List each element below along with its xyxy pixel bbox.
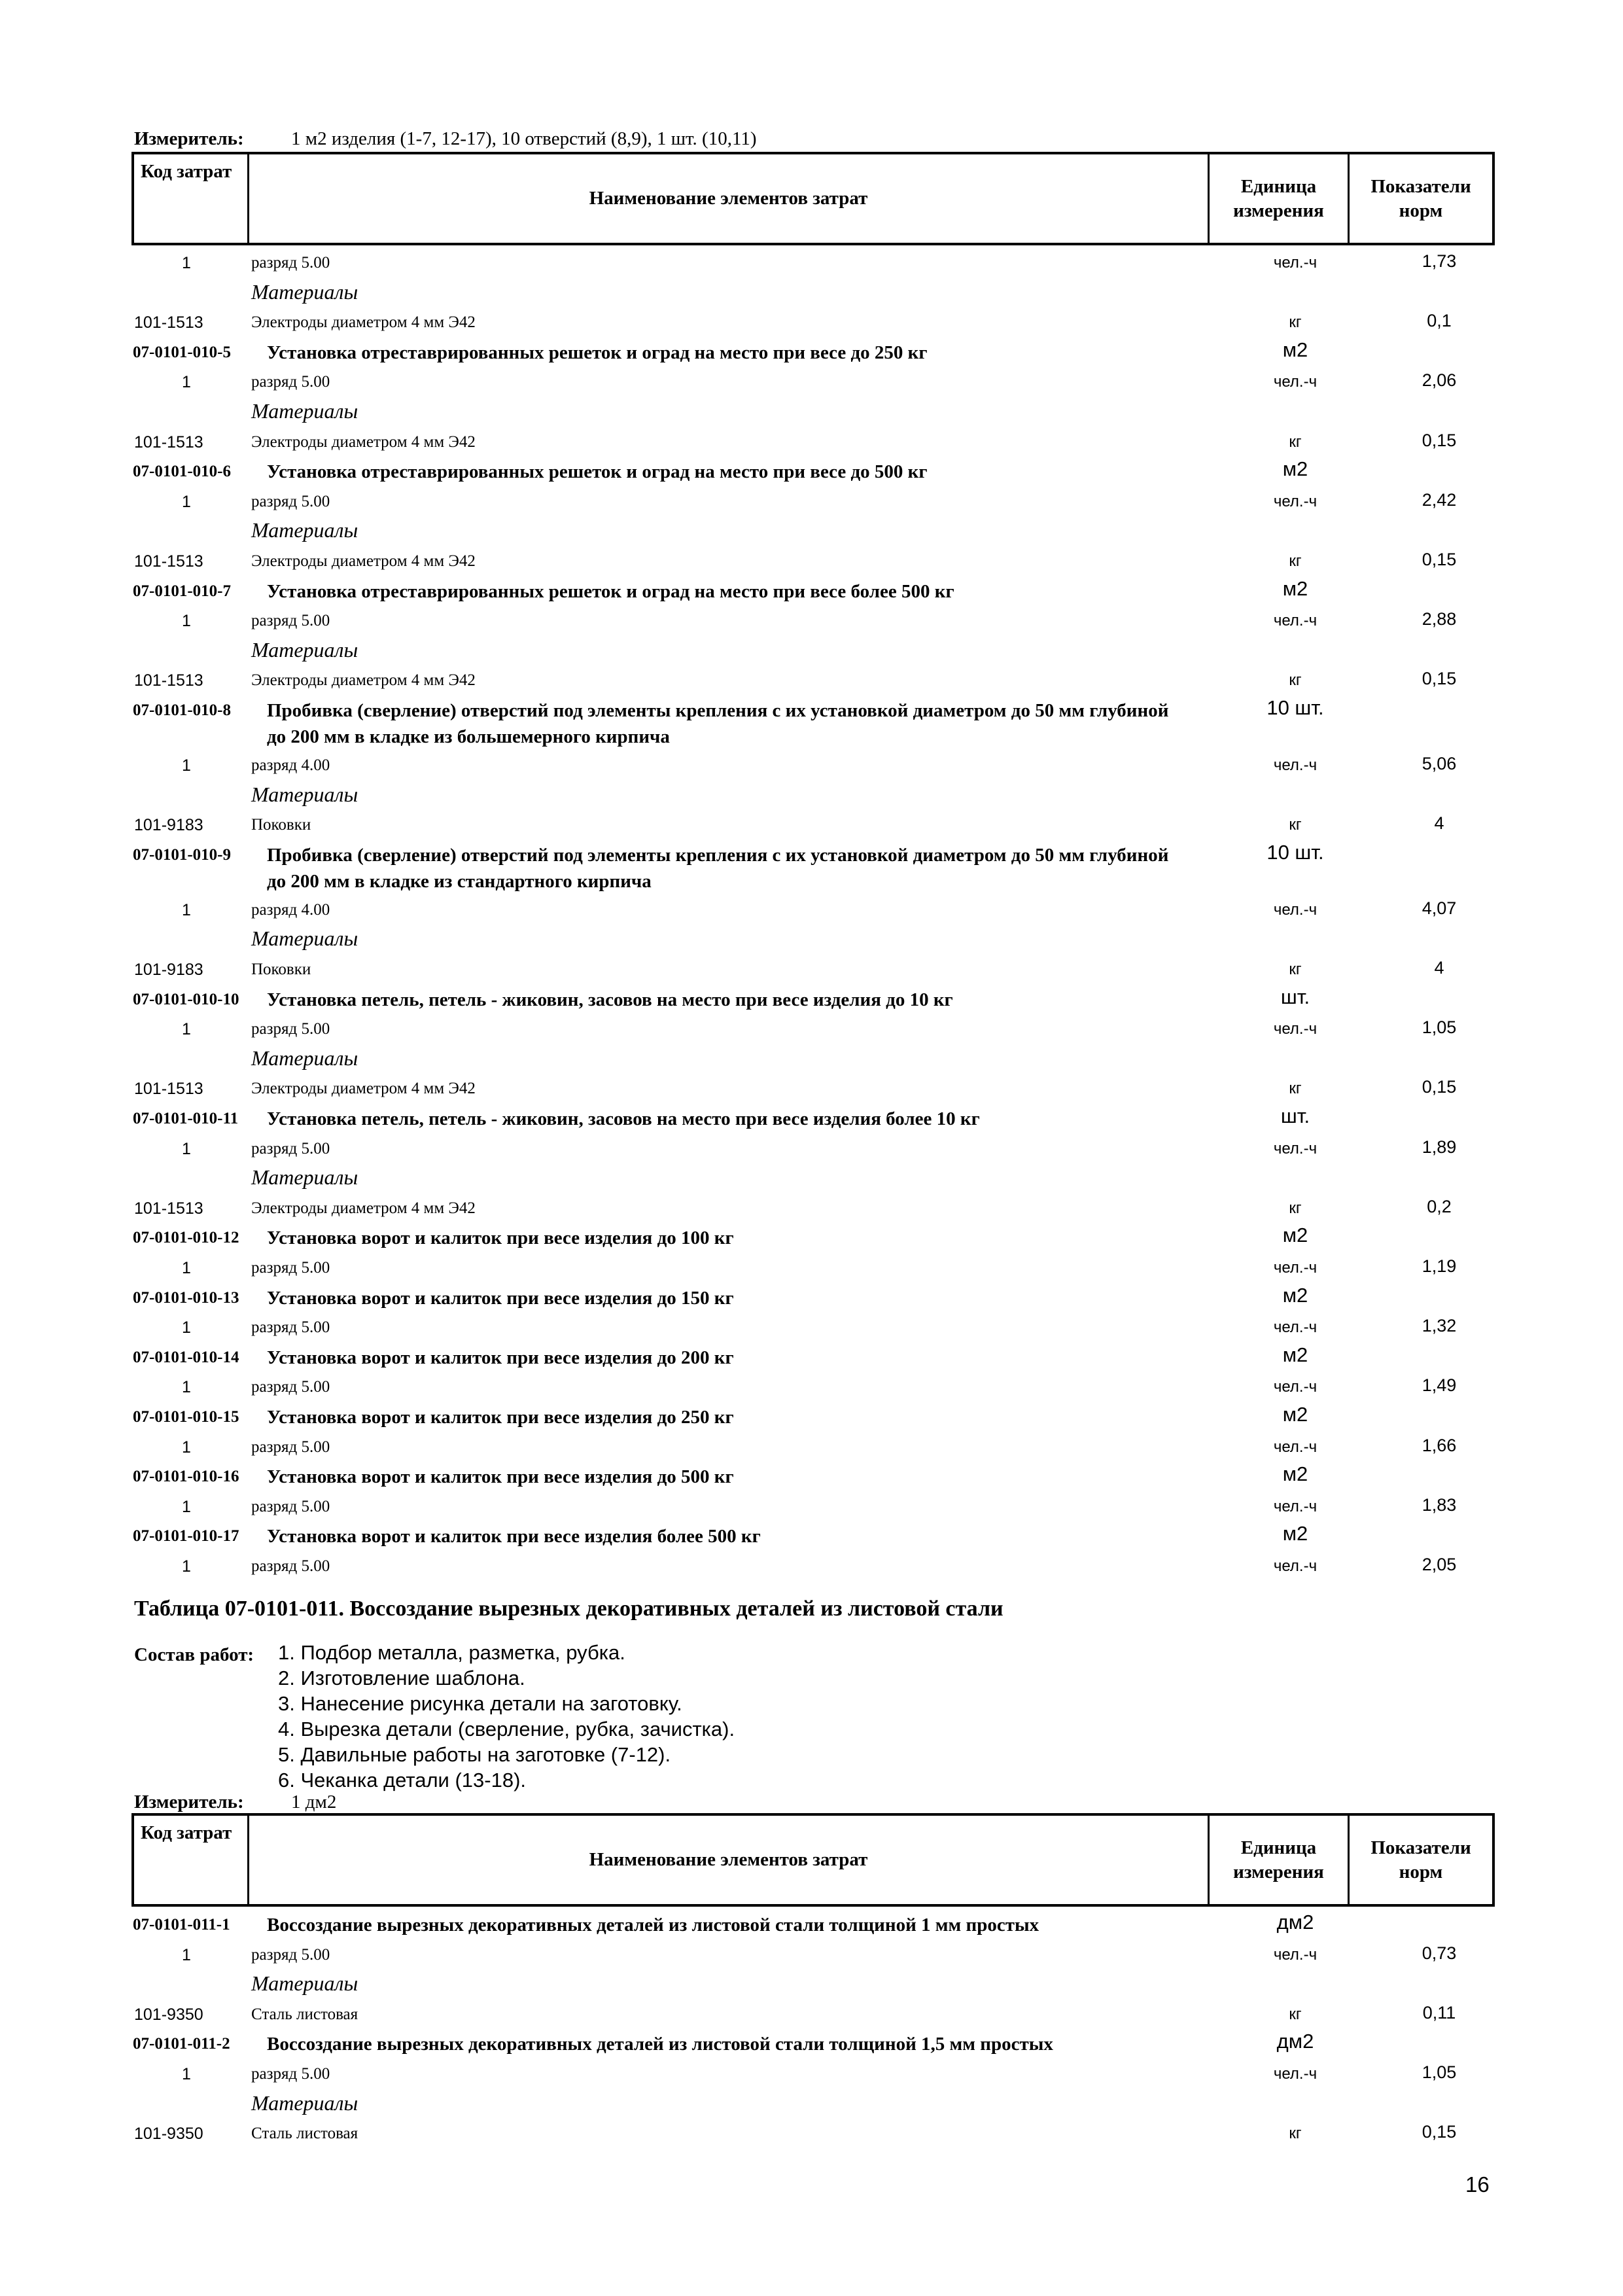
unit-of-measure: чел.-ч xyxy=(1273,1259,1318,1277)
cost-code: 07-0101-010-6 xyxy=(133,463,231,481)
unit-of-measure: кг xyxy=(1289,433,1302,451)
unit-of-measure: кг xyxy=(1289,313,1302,332)
work-item: 1. Подбор металла, разметка, рубка. xyxy=(278,1641,625,1664)
materials-heading: Материалы xyxy=(251,927,358,951)
header-code: Код затрат xyxy=(134,154,249,243)
work-item: 4. Вырезка детали (сверление, рубка, зачистка). xyxy=(278,1718,735,1740)
header-unit xyxy=(1210,1816,1350,1904)
unit-of-measure: дм2 xyxy=(1276,1911,1314,1934)
resource-row xyxy=(0,552,1623,581)
element-name: Воссоздание вырезных декоративных деталей из листовой стали толщиной 1,5 мм простых xyxy=(267,2034,1053,2055)
unit-of-measure: шт. xyxy=(1280,1104,1310,1127)
norm-value: 0,15 xyxy=(1422,669,1457,689)
item-row xyxy=(0,1522,1623,1556)
norm-value: 4 xyxy=(1434,958,1444,978)
materials-heading-row xyxy=(0,782,1623,815)
cost-code: 1 xyxy=(182,612,191,631)
resource-row xyxy=(0,898,1623,930)
item-row xyxy=(0,985,1623,1019)
resource-row xyxy=(0,1196,1623,1228)
unit-of-measure: 10 шт. xyxy=(1266,696,1324,719)
header-unit-line2: измерения xyxy=(1233,1861,1324,1882)
element-name: разряд 4.00 xyxy=(251,756,330,774)
element-name: разряд 5.00 xyxy=(251,1945,330,1964)
unit-of-measure: м2 xyxy=(1282,576,1308,600)
meter-line-010 xyxy=(134,128,757,150)
unit-of-measure: кг xyxy=(1289,552,1302,570)
norm-value: 2,06 xyxy=(1422,370,1457,391)
materials-heading-row xyxy=(0,2091,1623,2124)
norm-value: 2,88 xyxy=(1422,609,1457,629)
cost-code: 101-1513 xyxy=(134,313,203,332)
meter-value: 1 дм2 xyxy=(291,1792,337,1812)
unit-of-measure: чел.-ч xyxy=(1273,612,1318,630)
materials-heading: Материалы xyxy=(251,518,358,542)
resource-row xyxy=(0,1494,1623,1527)
element-name: Электроды диаметром 4 мм Э42 xyxy=(251,313,476,332)
unit-of-measure: кг xyxy=(1289,1080,1302,1098)
element-name: Поковки xyxy=(251,816,311,834)
cost-code: 1 xyxy=(182,373,191,392)
unit-of-measure: кг xyxy=(1289,816,1302,834)
unit-of-measure: чел.-ч xyxy=(1273,756,1318,774)
cost-code: 101-1513 xyxy=(134,552,203,571)
cost-code: 1 xyxy=(182,254,191,272)
cost-code: 1 xyxy=(182,1318,191,1337)
element-name: Пробивка (сверление) отверстий под элементы крепления с их установкой диаметром до 50 мм глубиной до 200 мм в кладке из большемерного кирпича xyxy=(267,700,1169,747)
unit-of-measure: м2 xyxy=(1282,1462,1308,1486)
norm-value: 1,73 xyxy=(1422,251,1457,271)
norm-value: 0,11 xyxy=(1422,2002,1456,2022)
meter-label: Измеритель: xyxy=(134,1792,244,1812)
meter-line-011 xyxy=(134,1792,336,1813)
norm-value: 0,15 xyxy=(1422,1077,1457,1097)
item-row xyxy=(0,1403,1623,1437)
resource-row xyxy=(0,813,1623,845)
item-row xyxy=(0,1911,1623,1945)
unit-of-measure: чел.-ч xyxy=(1273,254,1318,272)
element-name: разряд 5.00 xyxy=(251,1139,330,1157)
norm-value: 5,06 xyxy=(1422,754,1457,773)
element-name: Установка ворот и калиток при весе изделия до 500 кг xyxy=(267,1466,734,1488)
norm-value: 4 xyxy=(1434,813,1444,834)
unit-of-measure: 10 шт. xyxy=(1266,840,1324,864)
header-norm-line1: Показатели xyxy=(1370,1837,1471,1859)
cost-code: 101-9350 xyxy=(134,2125,203,2144)
element-name: Поковки xyxy=(251,961,311,978)
unit-of-measure: чел.-ч xyxy=(1273,1497,1318,1515)
cost-code: 07-0101-010-15 xyxy=(133,1408,239,1426)
materials-heading: Материалы xyxy=(251,1046,358,1070)
materials-heading-row xyxy=(0,1971,1623,2004)
unit-of-measure: чел.-ч xyxy=(1273,1020,1318,1038)
cost-code: 1 xyxy=(182,1378,191,1397)
resource-row xyxy=(0,1137,1623,1169)
cost-code: 1 xyxy=(182,1945,191,1964)
resource-row xyxy=(0,1077,1623,1108)
materials-heading: Материалы xyxy=(251,279,358,304)
element-name: разряд 5.00 xyxy=(251,1020,330,1038)
table-header-010 xyxy=(131,152,1495,245)
cost-code: 1 xyxy=(182,1259,191,1277)
resource-row xyxy=(0,958,1623,989)
unit-of-measure: м2 xyxy=(1282,1403,1308,1426)
meter-value: 1 м2 изделия (1-7, 12-17), 10 отверстий (8,9), 1 шт. (10,11) xyxy=(291,128,757,149)
resource-row xyxy=(0,313,1623,342)
item-row xyxy=(0,840,1623,892)
header-unit-line1: Единица xyxy=(1240,1837,1317,1859)
header-name: Наименование элементов затрат xyxy=(249,154,1210,243)
unit-of-measure: м2 xyxy=(1282,1283,1308,1307)
unit-of-measure: чел.-ч xyxy=(1273,492,1318,510)
materials-heading: Материалы xyxy=(251,2091,358,2115)
cost-code: 07-0101-010-8 xyxy=(133,701,231,719)
unit-of-measure: м2 xyxy=(1282,1224,1308,1247)
unit-of-measure: м2 xyxy=(1282,338,1308,361)
resource-row xyxy=(0,609,1623,641)
cost-code: 101-9183 xyxy=(134,961,203,979)
item-row xyxy=(0,1343,1623,1377)
element-name: разряд 5.00 xyxy=(251,1378,330,1396)
resource-row xyxy=(0,1375,1623,1407)
resource-row xyxy=(0,430,1623,462)
work-item: 2. Изготовление шаблона. xyxy=(278,1667,525,1689)
unit-of-measure: чел.-ч xyxy=(1273,373,1318,391)
work-item: 5. Давильные работы на заготовке (7-12). xyxy=(278,1743,671,1766)
unit-of-measure: кг xyxy=(1289,2005,1302,2023)
materials-heading-row xyxy=(0,279,1623,313)
materials-heading: Материалы xyxy=(251,637,358,662)
cost-code: 07-0101-010-10 xyxy=(133,990,239,1008)
resource-row xyxy=(0,2062,1623,2094)
element-name: разряд 5.00 xyxy=(251,1557,330,1575)
unit-of-measure: кг xyxy=(1289,961,1302,978)
cost-code: 1 xyxy=(182,756,191,775)
element-name: разряд 5.00 xyxy=(251,492,330,510)
element-name: разряд 5.00 xyxy=(251,2065,330,2083)
materials-heading-row xyxy=(0,1046,1623,1079)
norm-value: 1,66 xyxy=(1422,1435,1457,1455)
element-name: Сталь листовая xyxy=(251,2125,358,2143)
materials-heading-row xyxy=(0,518,1623,551)
item-row xyxy=(0,1462,1623,1496)
resource-row xyxy=(0,370,1623,402)
item-row xyxy=(0,1104,1623,1139)
norm-value: 0,73 xyxy=(1422,1943,1457,1963)
cost-code: 07-0101-011-2 xyxy=(133,2035,230,2053)
materials-heading-row xyxy=(0,927,1623,959)
materials-heading-row xyxy=(0,399,1623,432)
materials-heading: Материалы xyxy=(251,1971,358,1996)
header-code: Код затрат xyxy=(134,1816,249,1904)
cost-code: 1 xyxy=(182,900,191,919)
cost-code: 1 xyxy=(182,2065,191,2083)
unit-of-measure: чел.-ч xyxy=(1273,1318,1318,1337)
unit-of-measure: кг xyxy=(1289,671,1302,690)
element-name: Электроды диаметром 4 мм Э42 xyxy=(251,1199,476,1217)
cost-code: 07-0101-011-1 xyxy=(133,1916,230,1934)
meter-label: Измеритель: xyxy=(134,128,244,149)
unit-of-measure: чел.-ч xyxy=(1273,1139,1318,1157)
table-title-011: Таблица 07-0101-011. Воссоздание вырезных декоративных деталей из листовой стали xyxy=(134,1597,1003,1621)
unit-of-measure: м2 xyxy=(1282,457,1308,481)
unit-of-measure: дм2 xyxy=(1276,2030,1314,2053)
resource-row xyxy=(0,1943,1623,1975)
item-row xyxy=(0,457,1623,491)
element-name: Установка ворот и калиток при весе изделия до 200 кг xyxy=(267,1347,734,1368)
norm-value: 0,1 xyxy=(1427,311,1452,331)
element-name: Пробивка (сверление) отверстий под элементы крепления с их установкой диаметром до 50 мм глубиной до 200 мм в кладке из стандартного кирпича xyxy=(267,844,1169,892)
unit-of-measure: чел.-ч xyxy=(1273,1557,1318,1575)
resource-row xyxy=(0,671,1623,700)
cost-code: 07-0101-010-5 xyxy=(133,343,231,361)
element-name: Электроды диаметром 4 мм Э42 xyxy=(251,433,476,451)
unit-of-measure: шт. xyxy=(1280,985,1310,1008)
norm-value: 0,15 xyxy=(1422,550,1457,569)
cost-code: 1 xyxy=(182,1557,191,1576)
norm-value: 0,15 xyxy=(1422,430,1457,450)
cost-code: 101-1513 xyxy=(134,671,203,690)
work-item: 6. Чеканка детали (13-18). xyxy=(278,1769,527,1792)
element-name: Установка петель, петель - жиковин, засовов на место при весе изделия более 10 кг xyxy=(267,1108,980,1129)
element-name: Электроды диаметром 4 мм Э42 xyxy=(251,552,476,570)
element-name: разряд 5.00 xyxy=(251,1497,330,1515)
element-name: разряд 5.00 xyxy=(251,1259,330,1277)
norm-value: 0,2 xyxy=(1427,1196,1452,1216)
item-row xyxy=(0,2030,1623,2064)
unit-of-measure: чел.-ч xyxy=(1273,1945,1318,1964)
norm-value: 4,07 xyxy=(1422,898,1457,918)
resource-row xyxy=(0,1435,1623,1467)
item-row xyxy=(0,1224,1623,1258)
unit-of-measure: кг xyxy=(1289,1199,1302,1217)
norm-value: 1,32 xyxy=(1422,1316,1457,1336)
materials-heading: Материалы xyxy=(251,399,358,423)
unit-of-measure: м2 xyxy=(1282,1343,1308,1366)
work-composition-list xyxy=(278,1640,735,1793)
element-name: Установка отреставрированных решеток и оград на место при весе до 250 кг xyxy=(267,342,928,363)
resource-row xyxy=(0,2122,1623,2153)
cost-code: 1 xyxy=(182,1438,191,1457)
table-header-011 xyxy=(131,1813,1495,1907)
materials-heading: Материалы xyxy=(251,1165,358,1190)
element-name: разряд 5.00 xyxy=(251,1318,330,1337)
unit-of-measure: чел.-ч xyxy=(1273,1378,1318,1396)
unit-of-measure: м2 xyxy=(1282,1522,1308,1545)
element-name: Установка ворот и калиток при весе изделия до 250 кг xyxy=(267,1407,734,1428)
cost-code: 07-0101-010-16 xyxy=(133,1468,239,1486)
norm-value: 0,15 xyxy=(1422,2122,1457,2142)
work-composition-label: Состав работ: xyxy=(134,1644,254,1665)
cost-code: 07-0101-010-9 xyxy=(133,845,231,864)
unit-of-measure: кг xyxy=(1289,2125,1302,2143)
cost-code: 07-0101-010-13 xyxy=(133,1288,239,1307)
cost-code: 101-1513 xyxy=(134,1199,203,1218)
element-name: Установка ворот и калиток при весе изделия до 150 кг xyxy=(267,1287,734,1309)
cost-code: 1 xyxy=(182,1497,191,1516)
element-name: разряд 4.00 xyxy=(251,900,330,919)
element-name: Воссоздание вырезных декоративных деталей из листовой стали толщиной 1 мм простых xyxy=(267,1915,1039,1935)
unit-of-measure: чел.-ч xyxy=(1273,1438,1318,1456)
element-name: Установка отреставрированных решеток и оград на место при весе до 500 кг xyxy=(267,461,928,483)
header-norm-line1: Показатели xyxy=(1370,176,1471,198)
norm-value: 1,05 xyxy=(1422,1017,1457,1038)
cost-code: 07-0101-010-12 xyxy=(133,1229,239,1247)
cost-code: 07-0101-010-11 xyxy=(133,1110,239,1127)
header-name: Наименование элементов затрат xyxy=(249,1816,1210,1904)
norm-value: 1,49 xyxy=(1422,1375,1457,1396)
item-row xyxy=(0,1283,1623,1318)
element-name: Электроды диаметром 4 мм Э42 xyxy=(251,1080,476,1098)
header-norm xyxy=(1350,154,1492,243)
element-name: разряд 5.00 xyxy=(251,254,330,272)
resource-row xyxy=(0,489,1623,521)
resource-row xyxy=(0,251,1623,283)
cost-code: 07-0101-010-7 xyxy=(133,582,231,600)
cost-code: 1 xyxy=(182,1020,191,1039)
element-name: Установка отреставрированных решеток и оград на место при весе более 500 кг xyxy=(267,580,954,602)
header-norm-line2: норм xyxy=(1399,200,1443,221)
resource-row xyxy=(0,756,1623,785)
item-row xyxy=(0,338,1623,372)
element-name: Установка ворот и калиток при весе изделия более 500 кг xyxy=(267,1526,761,1547)
norm-value: 1,83 xyxy=(1422,1494,1457,1515)
resource-row xyxy=(0,1557,1623,1586)
cost-code: 07-0101-010-17 xyxy=(133,1527,239,1545)
resource-row xyxy=(0,2002,1623,2034)
norm-value: 2,05 xyxy=(1422,1555,1457,1574)
cost-code: 07-0101-010-14 xyxy=(133,1348,239,1366)
cost-code: 1 xyxy=(182,492,191,511)
element-name: Электроды диаметром 4 мм Э42 xyxy=(251,671,476,690)
element-name: Установка петель, петель - жиковин, засовов на место при весе изделия до 10 кг xyxy=(267,989,953,1010)
cost-code: 101-1513 xyxy=(134,433,203,451)
element-name: разряд 5.00 xyxy=(251,612,330,630)
work-item: 3. Нанесение рисунка детали на заготовку. xyxy=(278,1692,682,1715)
cost-code: 101-1513 xyxy=(134,1080,203,1099)
header-norm xyxy=(1350,1816,1492,1904)
cost-code: 101-9183 xyxy=(134,816,203,835)
cost-code: 1 xyxy=(182,1139,191,1158)
materials-heading-row xyxy=(0,1165,1623,1198)
header-unit-line1: Единица xyxy=(1240,176,1317,198)
materials-heading-row xyxy=(0,637,1623,671)
page-number: 16 xyxy=(1465,2172,1490,2197)
norm-value: 1,19 xyxy=(1422,1256,1457,1276)
norm-value: 1,05 xyxy=(1422,2062,1457,2082)
unit-of-measure: чел.-ч xyxy=(1273,2065,1318,2083)
resource-row xyxy=(0,1017,1623,1049)
item-row xyxy=(0,696,1623,747)
norm-value: 1,89 xyxy=(1422,1137,1457,1157)
header-norm-line2: норм xyxy=(1399,1861,1443,1882)
resource-row xyxy=(0,1256,1623,1288)
materials-heading: Материалы xyxy=(251,782,358,806)
norm-value: 2,42 xyxy=(1422,489,1457,510)
item-row xyxy=(0,576,1623,611)
header-unit-line2: измерения xyxy=(1233,200,1324,221)
cost-code: 101-9350 xyxy=(134,2005,203,2024)
element-name: Установка ворот и калиток при весе изделия до 100 кг xyxy=(267,1227,734,1249)
element-name: разряд 5.00 xyxy=(251,373,330,391)
unit-of-measure: чел.-ч xyxy=(1273,900,1318,919)
element-name: разряд 5.00 xyxy=(251,1438,330,1456)
element-name: Сталь листовая xyxy=(251,2005,358,2023)
resource-row xyxy=(0,1318,1623,1347)
header-unit xyxy=(1210,154,1350,243)
